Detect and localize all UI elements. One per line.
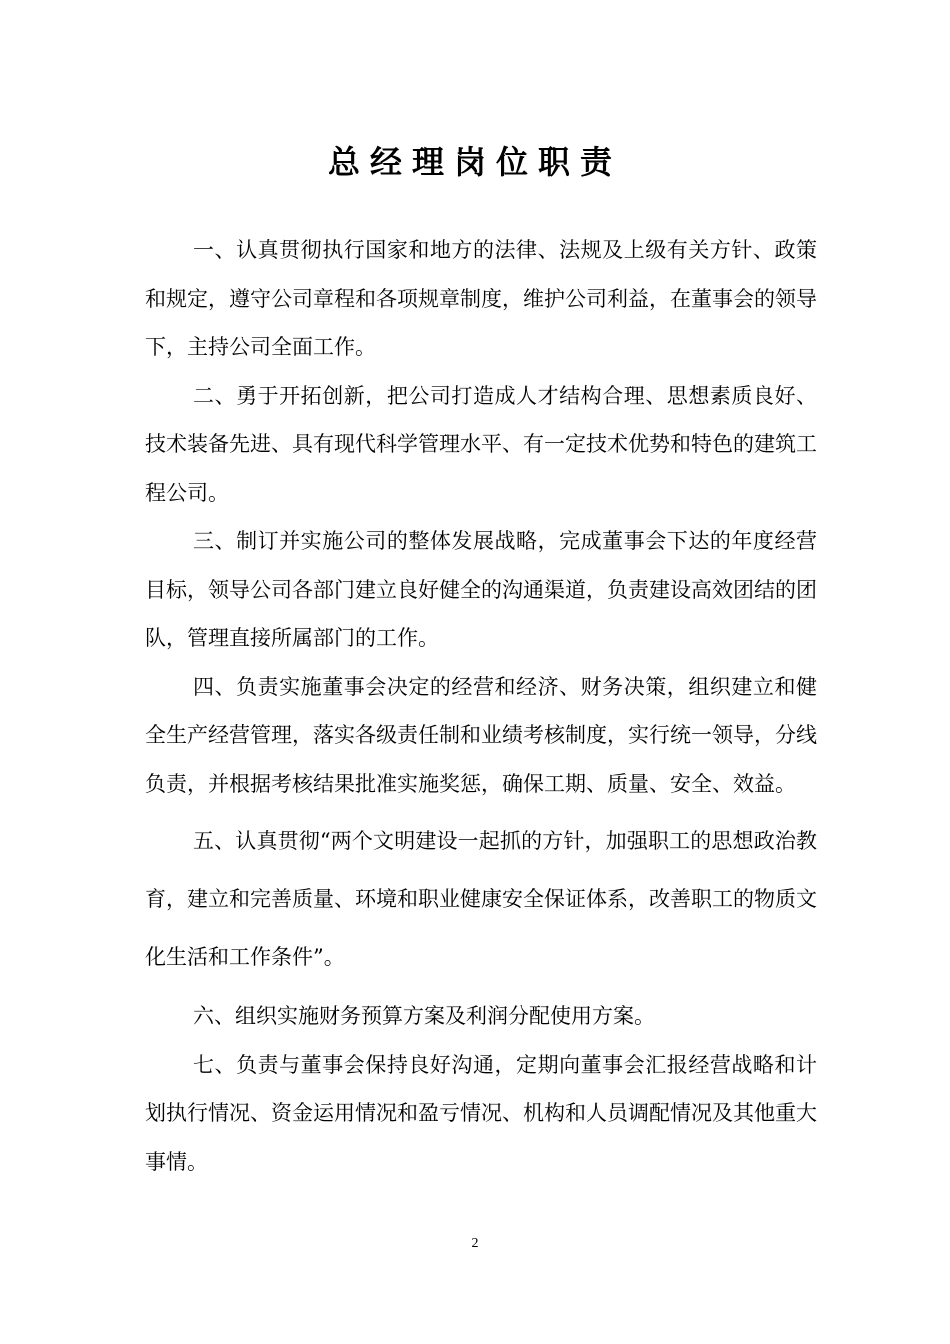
paragraph-2: 二、勇于开拓创新，把公司打造成人才结构合理、思想素质良好、技术装备先进、具有现代科学管理水平、有一定技术优势和特色的建筑工程公司。 xyxy=(145,383,817,505)
paragraph-6: 六、组织实施财务预算方案及利润分配使用方案。 xyxy=(193,1004,655,1028)
paragraph-3: 三、制订并实施公司的整体发展战略，完成董事会下达的年度经营目标，领导公司各部门建立良好健全的沟通渠道，负责建设高效团结的团队，管理直接所属部门的工作。 xyxy=(145,529,817,650)
paragraph-4: 四、负责实施董事会决定的经营和经济、财务决策，组织建立和健全生产经营管理，落实各级责任制和业绩考核制度，实行统一领导，分线负责，并根据考核结果批准实施奖惩，确保工期、质量、安全、效益。 xyxy=(145,674,817,796)
document-body xyxy=(145,226,817,1186)
paragraph-7: 七、负责与董事会保持良好沟通，定期向董事会汇报经营战略和计划执行情况、资金运用情况和盈亏情况、机构和人员调配情况及其他重大事情。 xyxy=(145,1052,817,1174)
document-title: 总经理岗位职责 xyxy=(327,143,622,181)
paragraph-5: 五、认真贯彻“两个文明建设一起抓的方针，加强职工的思想政治教育，建立和完善质量、环境和职业健康安全保证体系，改善职工的物质文化生活和工作条件”。 xyxy=(145,829,817,969)
paragraph-1: 一、认真贯彻执行国家和地方的法律、法规及上级有关方针、政策和规定，遵守公司章程和各项规章制度，维护公司利益，在董事会的领导下，主持公司全面工作。 xyxy=(145,238,817,359)
page-number: 2 xyxy=(471,1236,479,1251)
